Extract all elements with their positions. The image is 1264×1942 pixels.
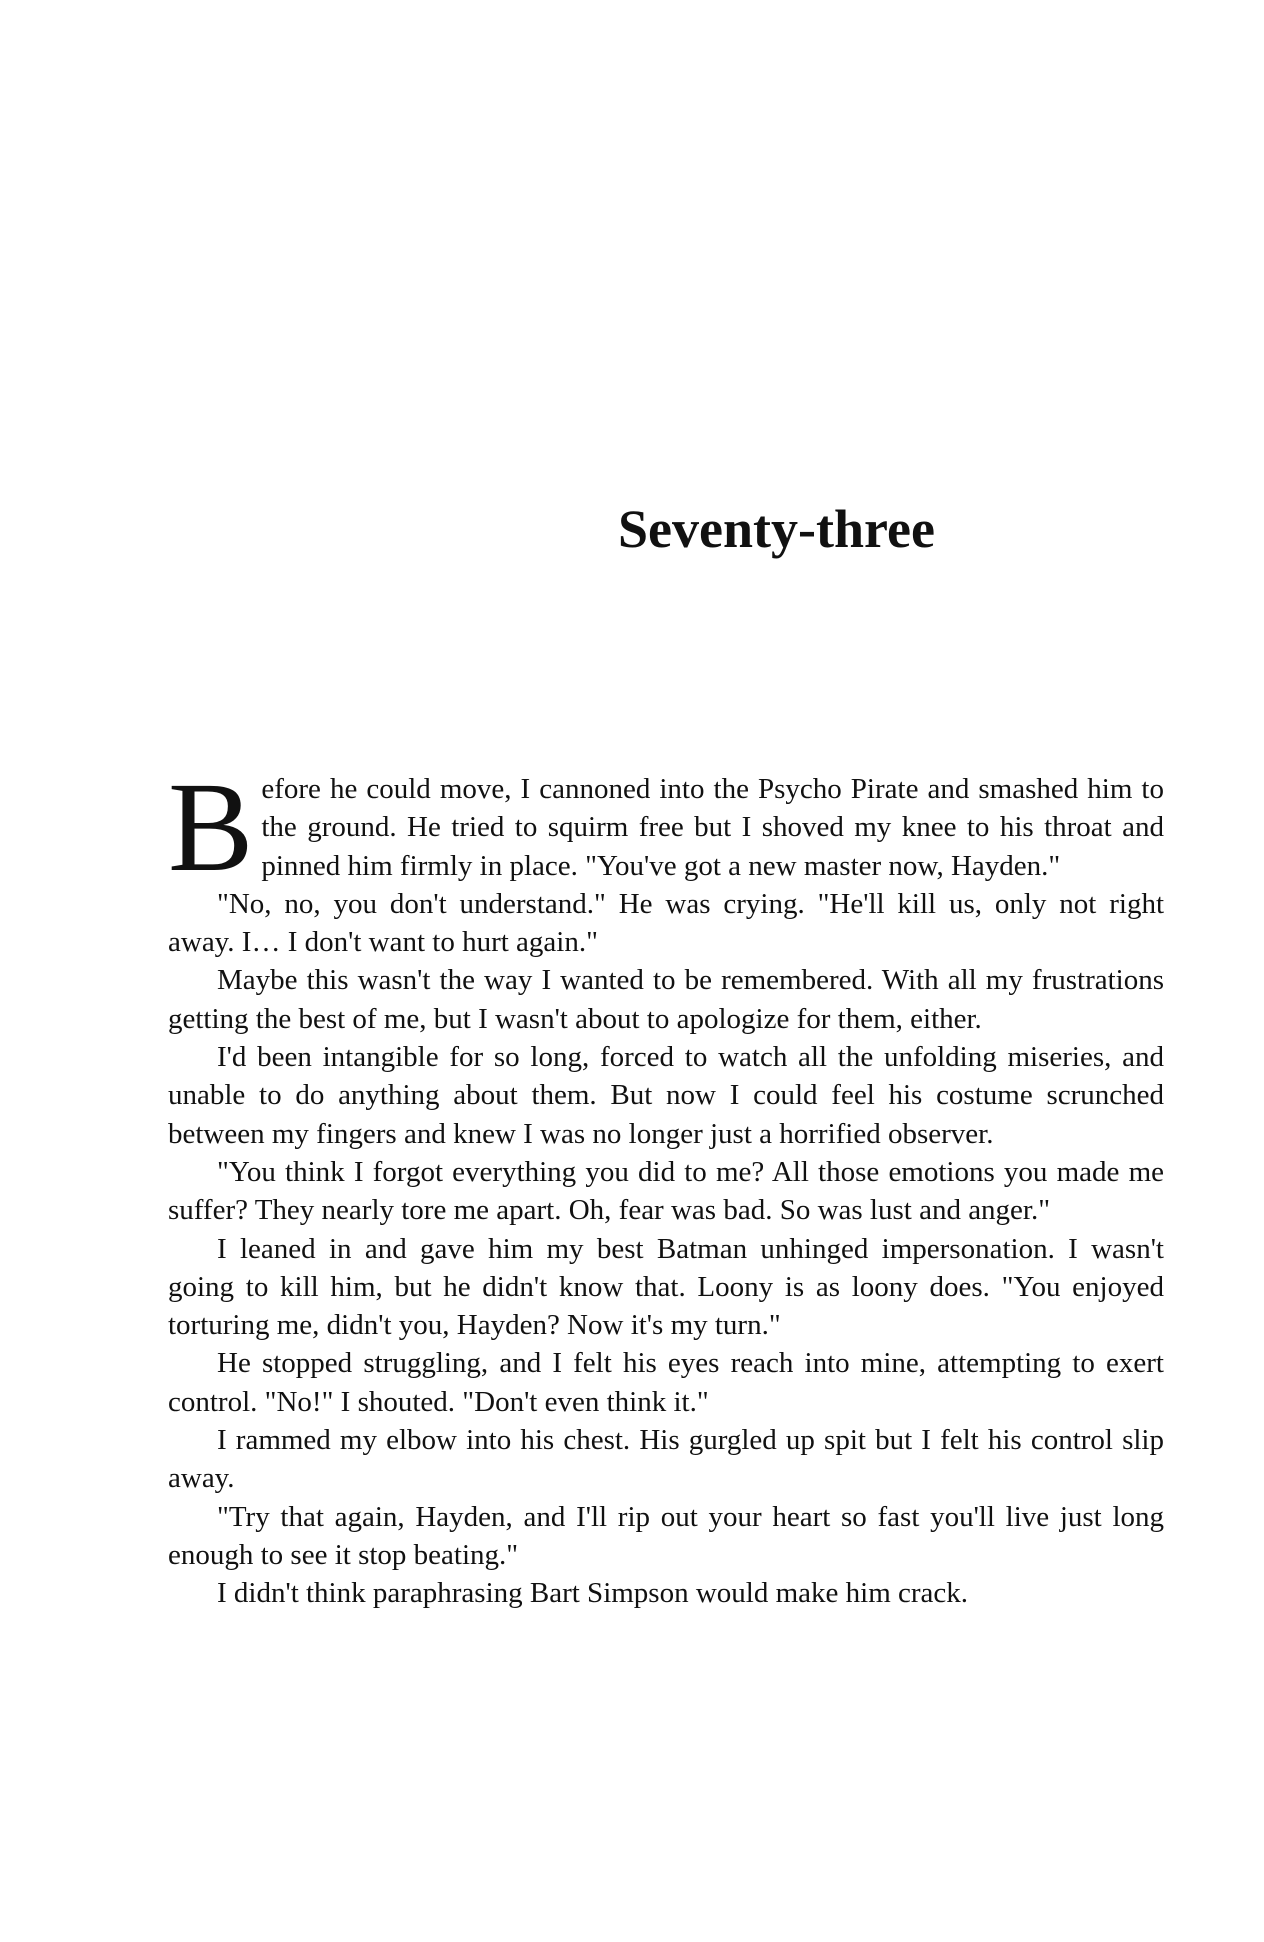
chapter-body	[168, 756, 1164, 1613]
paragraph-4: I'd been intangible for so long, forced to watch all the unfolding miseries, and unable to do anything about them. But now I could feel his costume scrunched between my fingers and knew I was no longer just a horrified observer.	[168, 1041, 1164, 1150]
paragraph-6: I leaned in and gave him my best Batman unhinged impersonation. I wasn't going to kill him, but he didn't know that. Loony is as loony does. "You enjoyed torturing me, didn't you, Hayden? Now it's my turn."	[168, 1232, 1164, 1342]
chapter-title: Seventy-three	[618, 499, 935, 559]
paragraph-7: He stopped struggling, and I felt his eyes reach into mine, attempting to exert control. "No!" I shouted. "Don't even think it."	[168, 1347, 1164, 1418]
paragraph-2: "No, no, you don't understand." He was crying. "He'll kill us, only not right away. I… I don't want to hurt again."	[168, 887, 1164, 959]
paragraph-3: Maybe this wasn't the way I wanted to be remembered. With all my frustrations getting the best of me, but I wasn't about to apologize for them, either.	[168, 964, 1164, 1035]
paragraph-1-text: efore he could move, I cannoned into the Psycho Pirate and smashed him to the ground. He tried to squirm free but I shoved my knee to his throat and pinned him firmly in place. "You've got a new master now, Hayden."	[261, 773, 1164, 882]
paragraph-9: "Try that again, Hayden, and I'll rip out your heart so fast you'll live just long enough to see it stop beating."	[168, 1500, 1164, 1571]
paragraph-10: I didn't think paraphrasing Bart Simpson would make him crack.	[217, 1577, 969, 1610]
paragraph-1	[168, 756, 1164, 898]
paragraph-5: "You think I forgot everything you did to me? All those emotions you made me suffer? They nearly tore me apart. Oh, fear was bad. So was lust and anger."	[168, 1155, 1164, 1227]
paragraph-8: I rammed my elbow into his chest. His gurgled up spit but I felt his control slip away.	[168, 1424, 1164, 1495]
drop-cap: B	[168, 756, 254, 898]
